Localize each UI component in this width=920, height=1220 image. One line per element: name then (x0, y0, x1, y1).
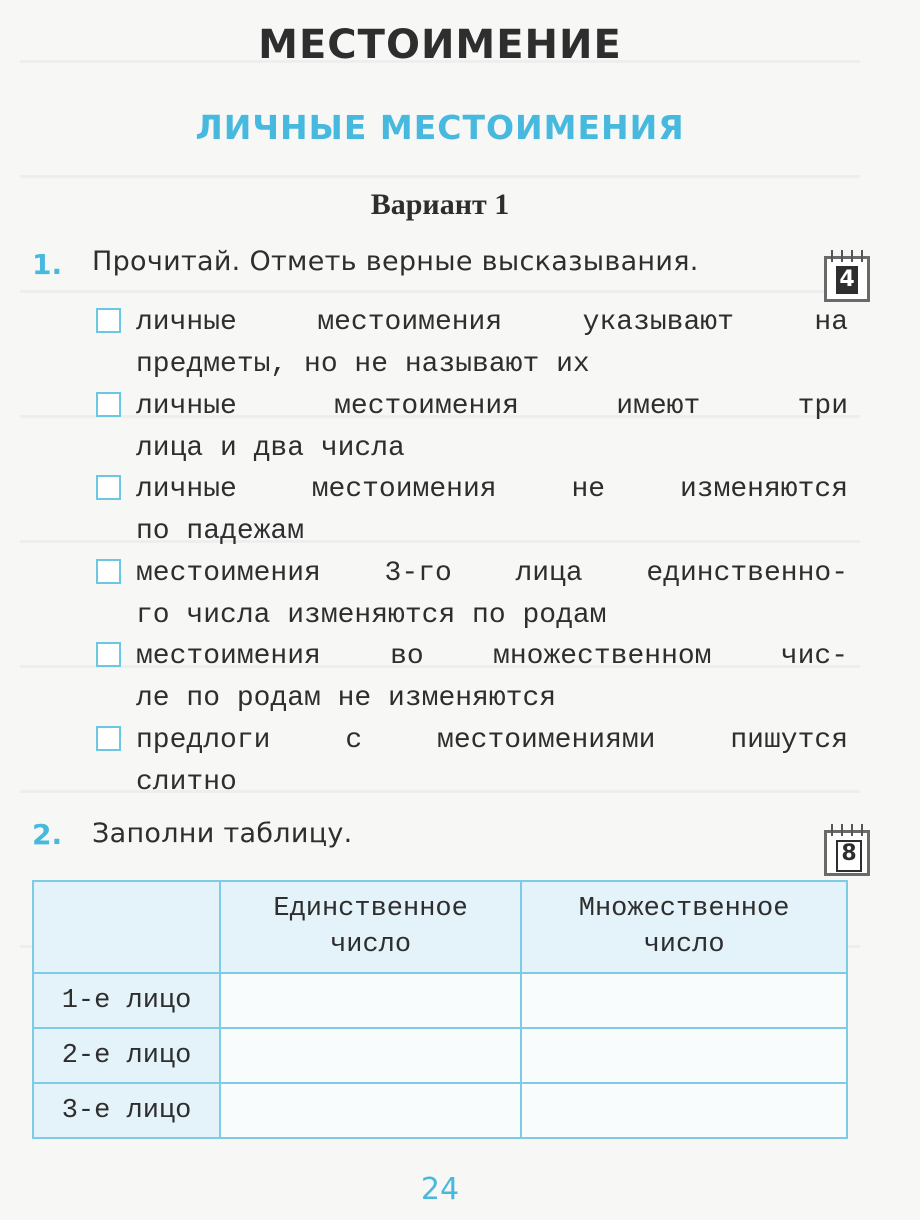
row-label: 2-е лицо (33, 1028, 220, 1083)
row-label: 3-е лицо (33, 1083, 220, 1138)
option-text-line: по падежам (136, 516, 305, 547)
option-checkbox[interactable] (96, 726, 121, 751)
answer-cell[interactable] (521, 973, 847, 1028)
option-text-line: предлоги с местоимениями пишутся (136, 724, 848, 756)
answer-cell[interactable] (220, 1083, 521, 1138)
answer-cell[interactable] (521, 1028, 847, 1083)
answer-cell[interactable] (220, 1028, 521, 1083)
task-2-instruction: Заполни таблицу. (92, 818, 353, 849)
table-header-row (33, 881, 847, 973)
option-checkbox[interactable] (96, 308, 121, 333)
option-text-line: местоимения 3-го лица единственно- (136, 557, 848, 589)
option-text-line: предметы, но не называют их (136, 349, 590, 380)
task-2-score-badge (824, 830, 870, 876)
option-text-line: ле по родам не изменяются (136, 683, 557, 714)
column-header-line: число (643, 930, 725, 960)
column-header-plural (521, 881, 847, 973)
option-text-line: слитно (136, 766, 237, 798)
task-1-score-badge (824, 256, 870, 302)
option-checkbox[interactable] (96, 642, 121, 667)
option-text-line: личные местоимения имеют три (136, 390, 848, 422)
column-header-line: число (330, 930, 412, 960)
option-checkbox[interactable] (96, 392, 121, 417)
section-subtitle: ЛИЧНЫЕ МЕСТОИМЕНИЯ (195, 108, 685, 147)
task-2-score: 8 (836, 840, 862, 872)
page-title: МЕСТОИМЕНИЕ (258, 22, 622, 68)
table-row (33, 973, 847, 1028)
variant-label: Вариант 1 (370, 188, 510, 221)
notebook-rings-icon (831, 250, 863, 260)
option-text-line: лица и два числа (136, 432, 405, 464)
task-1-instruction: Прочитай. Отметь верные высказывания. (92, 246, 699, 277)
pronoun-table (32, 880, 848, 1139)
option-text-line: личные местоимения не изменяются (136, 474, 848, 505)
row-label: 1-е лицо (33, 973, 220, 1028)
table-corner-cell (33, 881, 220, 973)
option-checkbox[interactable] (96, 475, 121, 500)
answer-cell[interactable] (220, 973, 521, 1028)
answer-cell[interactable] (521, 1083, 847, 1138)
task-2-number: 2. (32, 818, 63, 851)
column-header-line: Единственное (273, 894, 468, 924)
option-text-line: личные местоимения указывают на (136, 307, 848, 338)
task-1-score: 4 (836, 266, 858, 294)
option-text-line: местоимения во множественном чис- (136, 641, 848, 672)
task-1-number: 1. (32, 248, 63, 281)
column-header-singular (220, 881, 521, 973)
table-row (33, 1083, 847, 1138)
option-checkbox[interactable] (96, 559, 121, 584)
option-text-line: го числа изменяются по родам (136, 599, 607, 631)
page-number: 24 (420, 1172, 460, 1207)
table-row (33, 1028, 847, 1083)
notebook-rings-icon (831, 824, 863, 834)
column-header-line: Множественное (578, 894, 790, 924)
